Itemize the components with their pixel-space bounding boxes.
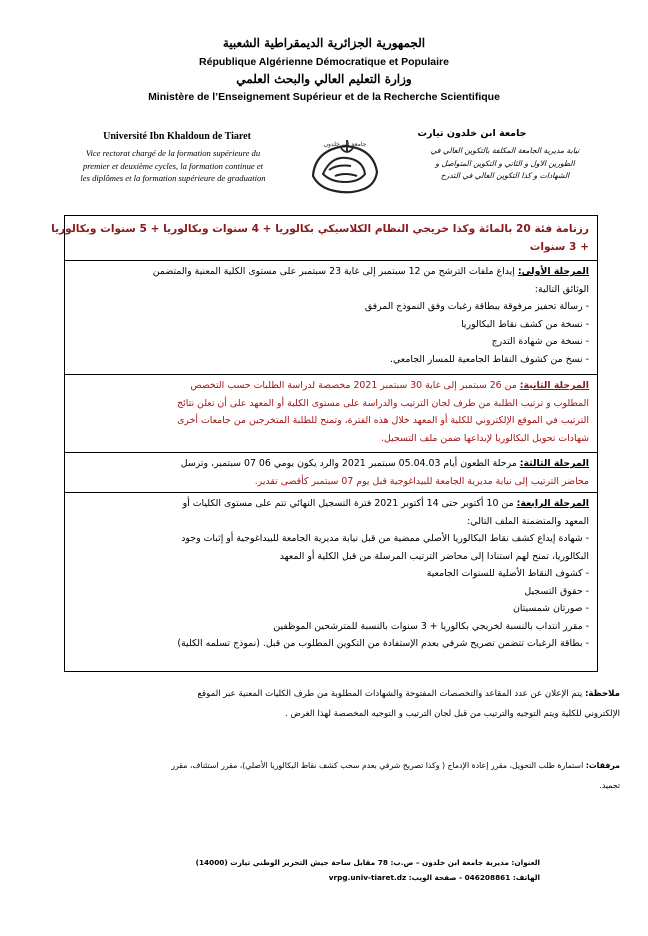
phase-1-line: الوثائق التالية: (534, 283, 589, 295)
phase-2-line: الترتيب في الموقع الإلكتروني للكلية أو المعهد خلال هذه الفترة، وتمنح للطلبة المتخرجين من جامعات أخرى (177, 415, 589, 426)
row-divider (65, 492, 597, 493)
attachments-label: مرفقات: (585, 761, 620, 770)
vice-rectorate-french-line: les diplômes et la formation supérieure de graduation (80, 173, 266, 183)
ministry-arabic: وزارة التعليم العالي والبحث العلمي (236, 72, 412, 86)
phase-1-line: - نسخة من شهادة التدرج (491, 336, 589, 347)
phase-4-line: المعهد والمتضمنة الملف التالي: (467, 515, 589, 527)
vice-rectorate-arabic (390, 145, 620, 183)
footer-address: العنوان: مديرية جامعة ابن خلدون – ص.ب: 78 مقابل ساحة جيش التحرير الوطني تيارت (14000) (195, 858, 540, 867)
phase-1-line: - نسخة من كشف نقاط البكالوريا (461, 318, 589, 330)
attachments-section (40, 756, 620, 796)
note-section (40, 684, 620, 724)
republic-arabic: الجمهورية الجزائرية الديمقراطية الشعبية (222, 36, 426, 50)
phase-2-label: المرحلة الثانية: (519, 380, 589, 391)
attachments-text: استمارة طلب التحويل، مقرر إعادة الإدماج ( وكذا تصريح شرفي بعدم سحب كشف نقاط البكالوريا الأصلي)، مقرر استئناف، مقرر (171, 761, 586, 770)
phase-3 (73, 455, 589, 490)
phase-4-text: من 10 أكتوبر حتى 14 أكتوبر 2021 فترة التسجيل النهائي تتم على مستوى الكليات أو (182, 498, 517, 509)
phase-1-text: إيداع ملفات الترشح من 12 سبتمبر إلى غاية 23 سبتمبر على مستوى الكلية المعنية والمتضمن (152, 266, 518, 277)
phase-4-line: - بطاقة الرغبات تتضمن تصريح شرفي بعدم الإستفادة من التكوين المطلوب من قبل. (نموذج تسلمه الكلية) (177, 638, 589, 649)
row-divider (65, 260, 597, 261)
phase-1-line: - رسالة تحفيز مرفوقة ببطاقة رغبات وفق النموذج المرفق (364, 301, 589, 312)
university-name-french: Université Ibn Khaldoun de Tiaret (103, 131, 251, 142)
phase-4-line: - شهادة إيداع كشف نقاط البكالوريا الأصلي ممضية من قبل نيابة مديرية الجامعة للبيداغوجية أو إثبات وجود (181, 533, 589, 544)
phase-1 (73, 263, 589, 368)
vice-rectorate-arabic-line: نيابة مديرية الجامعة المكلفة بالتكوين العالي في (430, 146, 580, 155)
calendar-title (51, 220, 589, 256)
vice-rectorate-french (28, 147, 318, 185)
phase-4-line: البكالوريا، تمنح لهم استنادا إلى محاضر الترتيب المرسلة من قبل الكلية أو المعهد (279, 550, 589, 562)
footer-contact: الهاتف: 046208861 - صفحة الويب: vrpg.univ-tiaret.dz (328, 873, 540, 882)
vice-rectorate-arabic-line: الشهادات و كذا التكوين العالي في التدرج (440, 171, 570, 180)
phase-4-line: - حقوق التسجيل (524, 585, 589, 597)
row-divider (65, 374, 597, 375)
calendar-title-line: + 3 سنوات (529, 241, 589, 253)
phase-2-line: شهادات تحويل البكالوريا لإيداعها ضمن ملف التسجيل. (381, 432, 589, 444)
phase-4-line: - مقرر انتداب بالنسبة لخريجي بكالوريا + 3 سنوات بالنسبة للمترشحين الموظفين (273, 620, 589, 632)
phase-2-text: من 26 سبتمبر إلى غاية 30 سبتمبر 2021 مخصصة لدراسة الطلبات حسب التخصص (190, 380, 520, 391)
phase-1-line: - نسخ من كشوف النقاط الجامعية للمسار الجامعي. (390, 353, 589, 365)
phase-3-text: مرحلة الطعون أيام 05.04.03 سبتمبر 2021 والرد يكون يومي 06 07 سبتمبر، وترسل (180, 458, 520, 469)
ministry-french: Ministère de l’Enseignement Supérieur et de la Recherche Scientifique (148, 91, 500, 103)
phase-4-label: المرحلة الرابعة: (516, 498, 589, 509)
phase-4-line: - صورتان شمسيتان (512, 603, 589, 614)
university-logo (305, 136, 385, 198)
phase-2-line: المطلوب و ترتيب الطلبة من طرف لجان الترتيب والدراسة على مستوى الكلية أو المعهد على أن تعلن نتائج (177, 397, 589, 409)
calendar-title-line: رزنامة فئة 20 بالمائة وكذا خريجي النظام الكلاسيكي بكالوريا + 4 سنوات وبكالوريا + 5 سنوات وبكالوريا (51, 223, 589, 235)
vice-rectorate-french-line: premier et deuxième cycles, la formation continue et (82, 160, 264, 171)
note-text: يتم الإعلان عن عدد المقاعد والتخصصات المفتوحة والشهادات المطلوبة من طرف الكليات المعنية عبر الموقع (197, 689, 585, 699)
note-text-line: الإلكتروني للكلية ويتم التوجيه والترتيب من قبل لجان الترتيب و التوجيه المخصصة لهذا الغرض . (285, 709, 620, 719)
attachments-text-line: تجميد. (599, 781, 620, 790)
vice-rectorate-arabic-line: الطورين الاول و الثاني و التكوين المتواصل و (435, 158, 575, 168)
republic-french: République Algérienne Démocratique et Populaire (199, 56, 449, 68)
phase-3-label: المرحلة الثالثة: (519, 458, 589, 469)
vice-rectorate-french-line: Vice rectorat chargé de la formation supérieure du (85, 148, 261, 158)
note-label: ملاحظة: (584, 689, 620, 699)
phase-3-line: محاضر الترتيب إلى نيابة مديرية الجامعة للبيداغوجية قبل يوم 07 سبتمبر كأقصى تقدير. (254, 475, 589, 487)
phase-4-line: - كشوف النقاط الأصلية للسنوات الجامعية (426, 568, 589, 579)
row-divider (65, 452, 597, 453)
logo-caption: جامعة ابن خلدون (323, 141, 367, 148)
calendar-table (51, 215, 598, 672)
phase-1-label: المرحلة الأولى: (517, 266, 589, 277)
university-name-arabic: جامعة ابن خلدون تيارت (417, 128, 527, 139)
phase-2 (73, 377, 589, 447)
phase-4 (73, 495, 589, 653)
